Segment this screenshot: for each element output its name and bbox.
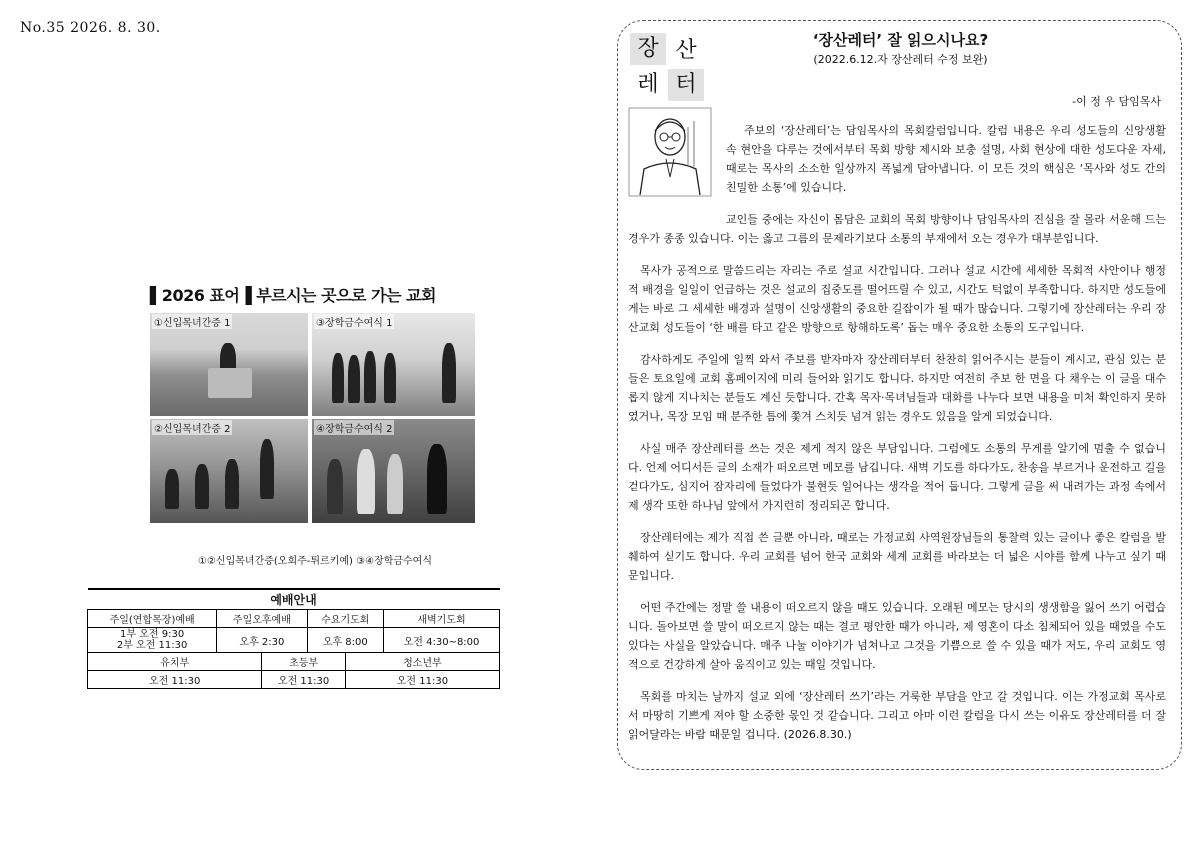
issue-line: No.35 2026. 8. 30. [20, 20, 161, 36]
service-sunday-afternoon-time: 오후 2:30 [217, 628, 307, 653]
service-wednesday-label: 수요기도회 [307, 610, 383, 628]
worship-schedule-table [87, 588, 500, 689]
letter-paragraph: 주보의 ‘장산레터’는 담임목사의 목회칼럼입니다. 칼럼 내용은 우리 성도들의 신앙생활 속 현안을 다루는 것에서부터 목회 방향 제시와 보충 설명, 사회 현상에 대한 성도다운 자세, 때로는 목사의 소소한 일상까지 폭넓게 담아냅니다. 이 모든 것의 핵심은 ‘목사와 성도 간의 친밀한 소통’에 있습니다. [726, 124, 1166, 194]
letter-paragraph: 감사하게도 주일에 일찍 와서 주보를 받자마자 장산레터부터 찬찬히 읽어주시는 분들이 계시고, 관심 있는 분들은 토요일에 교회 홈페이지에 미리 들어와 읽기도 합니다. 하지만 여전히 주보 한 면을 다 채우는 이 글을 대수롭지 않게 지나치는 분들도 계신 듯합니다. 간혹 목자·목녀님들과 대화를 나누다 보면 내용을 미처 확인하지 못하였거나, 목장 모임 때 분주한 틈에 쫓겨 스치듯 넘겨 읽는 경우도 있음을 알게 되었습니다. [628, 353, 1166, 423]
service-sunday-times [88, 628, 217, 653]
service-sunday-label: 주일(연합목장)예배 [88, 610, 217, 628]
letter-paragraph: 목사가 공적으로 말씀드리는 자리는 주로 설교 시간입니다. 그러나 설교 시간에 세세한 목회적 사안이나 행정적 배경을 일일이 언급하는 것은 설교의 집중도를 떨어뜨릴 수 있고, 시간도 턱없이 부족합니다. 하지만 성도들에게는 바로 그 세세한 배경과 설명이 신앙생활의 중요한 길잡이가 될 때가 많습니다. 그렇기에 장산레터는 우리 장산교회 성도들이 ‘한 배를 타고 같은 방향으로 항해하도록’ 돕는 매우 중요한 소통의 도구입니다. [628, 264, 1166, 334]
dept-elementary-label: 초등부 [262, 653, 345, 671]
letter-title: ‘장산레터’ 잘 읽으시나요? [812, 31, 989, 49]
logo-char-2: 산 [668, 35, 704, 67]
service-dawn-time: 오전 4:30~8:00 [384, 628, 500, 653]
pastor-letter [617, 20, 1182, 770]
service-sunday-time-1: 1부 오전 9:30 [120, 629, 185, 640]
logo-char-4: 터 [668, 69, 704, 101]
letter-paragraph: 교인들 중에는 자신이 몸담은 교회의 목회 방향이나 담임목사의 진심을 잘 몰라 서운해 드는 경우가 종종 있습니다. 이는 옳고 그름의 문제라기보다 소통의 부재에서 오는 경우가 대부분입니다. [628, 213, 1166, 245]
dept-youth-time: 오전 11:30 [345, 671, 499, 689]
photo-caption-2: ③장학금수여식 1 [314, 314, 394, 329]
letter-paragraph: 사실 매주 장산레터를 쓰는 것은 제게 적지 않은 부담입니다. 그럼에도 소통의 무게를 알기에 멈출 수 없습니다. 언제 어디서든 글의 소재가 떠오르면 메모를 남깁니다. 새벽 기도를 하다가도, 찬송을 부르거나 운전하고 길을 걷다가도, 심지어 잠자리에 들었다가 불현듯 일어나는 생각을 적어 둡니다. 그렇게 글을 써 내려가는 과정 속에서 제 생각 또한 하나님 앞에서 가지런히 정리되곤 합니다. [628, 442, 1166, 512]
dept-kindergarten-label: 유치부 [88, 653, 262, 671]
letter-paragraph: 목회를 마치는 날까지 설교 외에 ‘장산레터 쓰기’라는 거룩한 부담을 안고 갈 것입니다. 이는 가정교회 목사로서 마땅히 기쁘게 져야 할 소중한 몫인 것 같습니다. 그리고 아마 이런 칼럼을 다시 쓰는 이유도 장산레터를 더 잘 읽어달라는 바람 때문일 겁니다. (2026.8.30.) [628, 690, 1166, 741]
letter-paragraph: 어떤 주간에는 정말 쓸 내용이 떠오르지 않을 때도 있습니다. 오래된 메모는 당시의 생생함을 잃어 쓰기 어렵습니다. 돌아보면 쓸 말이 떠오르지 않는 때는 결코 평안한 때가 아니라, 제 영혼이 다소 침체되어 있을 때였을 수도 있다는 사실을 알았습니다. 매주 나눌 이야기가 넘쳐나고 그것을 기쁨으로 쓸 수 있을 때가 저도, 우리 교회도 영적으로 건강하게 살아 움직이고 있는 때일 것입니다. [628, 601, 1166, 671]
service-wednesday-time: 오후 8:00 [307, 628, 383, 653]
worship-schedule-header: 예배안내 [88, 589, 500, 610]
dept-youth-label: 청소년부 [345, 653, 499, 671]
dept-kindergarten-time: 오전 11:30 [88, 671, 262, 689]
photo-grid [150, 313, 475, 523]
service-sunday-afternoon-label: 주일오후예배 [217, 610, 307, 628]
photo-testimony-1 [150, 313, 308, 416]
service-dawn-label: 새벽기도회 [384, 610, 500, 628]
photo-caption-3: ②신입목녀간증 2 [152, 420, 232, 435]
letter-body [628, 121, 1166, 757]
photo-caption-1: ①신입목녀간증 1 [152, 314, 232, 329]
photo-testimony-2 [150, 419, 308, 523]
letter-paragraph: 장산레터에는 제가 직접 쓴 글뿐 아니라, 때로는 가정교회 사역원장님들의 통찰력 있는 글이나 좋은 칼럼을 발췌하여 싣기도 합니다. 우리 교회를 넘어 한국 교회와 세계 교회를 바라보는 더 넓은 시야를 함께 나누고 싶기 때문입니다. [628, 531, 1166, 582]
photo-group-caption: ①②신입목녀간증(오희주-튀르키예) ③④장학금수여식 [198, 556, 432, 567]
letter-author: -이 정 우 담임목사 [1072, 95, 1161, 108]
logo-char-1: 장 [630, 33, 666, 65]
photo-caption-4: ④장학금수여식 2 [314, 420, 394, 435]
photo-scholarship-1 [312, 313, 475, 416]
photo-scholarship-2 [312, 419, 475, 523]
dept-elementary-time: 오전 11:30 [262, 671, 345, 689]
motto-title: ▌2026 표어▐ 부르시는 곳으로 가는 교회 [150, 286, 436, 305]
logo-char-3: 레 [630, 69, 666, 101]
service-sunday-time-2: 2부 오전 11:30 [116, 640, 188, 651]
letter-subtitle: (2022.6.12.자 장산레터 수정 보완) [813, 53, 988, 66]
